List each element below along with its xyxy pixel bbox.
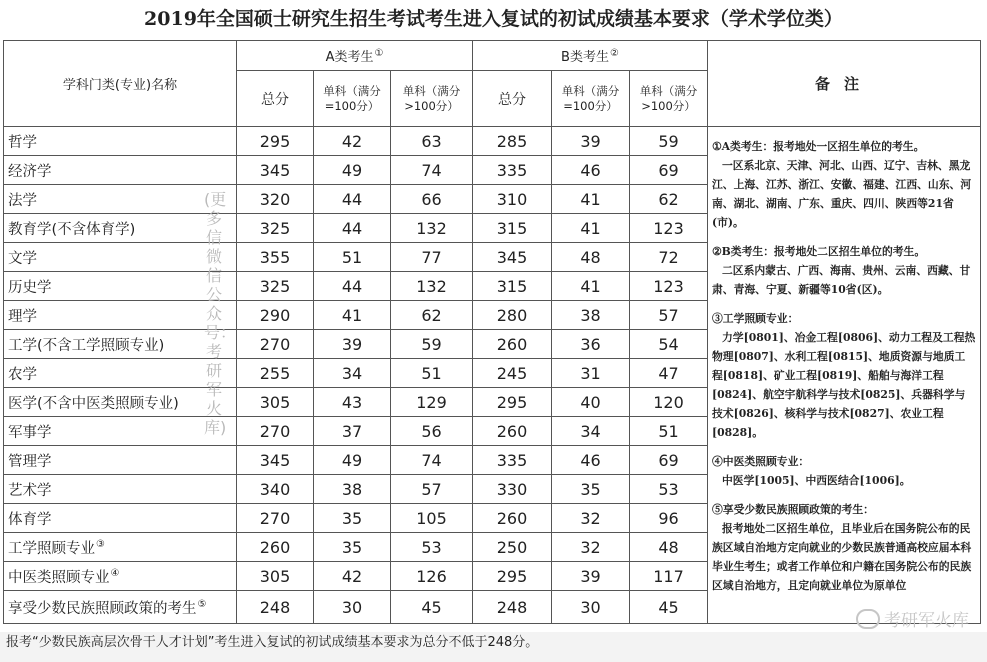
score-cell: 117 [630, 562, 708, 591]
score-cell: 62 [630, 185, 708, 214]
score-cell: 248 [473, 591, 552, 624]
subject-cell: 农学 [4, 359, 237, 388]
score-cell: 51 [630, 417, 708, 446]
score-cell: 51 [314, 243, 391, 272]
a-total-header: 总分 [237, 71, 314, 127]
score-cell: 74 [391, 446, 473, 475]
score-cell: 53 [630, 475, 708, 504]
score-cell: 315 [473, 214, 552, 243]
score-cell: 325 [237, 214, 314, 243]
score-cell: 32 [552, 504, 630, 533]
score-cell: 310 [473, 185, 552, 214]
score-cell: 260 [237, 533, 314, 562]
score-cell: 66 [391, 185, 473, 214]
score-cell: 30 [552, 591, 630, 624]
score-cell: 126 [391, 562, 473, 591]
notes-cell [708, 127, 981, 624]
score-cell: 56 [391, 417, 473, 446]
score-cell: 132 [391, 214, 473, 243]
score-cell: 123 [630, 214, 708, 243]
score-cell: 74 [391, 156, 473, 185]
subject-cell: 文学 [4, 243, 237, 272]
score-cell: 38 [552, 301, 630, 330]
score-cell: 72 [630, 243, 708, 272]
score-cell: 315 [473, 272, 552, 301]
score-cell: 250 [473, 533, 552, 562]
score-cell: 48 [552, 243, 630, 272]
score-cell: 295 [473, 562, 552, 591]
subject-column-header: 学科门类(专业)名称 [4, 41, 237, 127]
subject-cell: 理学 [4, 301, 237, 330]
score-cell: 43 [314, 388, 391, 417]
score-cell: 38 [314, 475, 391, 504]
score-cell: 47 [630, 359, 708, 388]
b-single-100-header: 单科（满分=100分） [552, 71, 630, 127]
score-cell: 355 [237, 243, 314, 272]
note-heading: ④中医类照顾专业： [712, 455, 810, 468]
score-cell: 34 [552, 417, 630, 446]
score-cell: 123 [630, 272, 708, 301]
score-cell: 30 [314, 591, 391, 624]
subject-cell: 管理学 [4, 446, 237, 475]
a-single-100-header: 单科（满分=100分） [314, 71, 391, 127]
score-cell: 34 [314, 359, 391, 388]
notes-column-header: 备注 [708, 41, 981, 127]
score-cell: 51 [391, 359, 473, 388]
score-cell: 270 [237, 417, 314, 446]
score-cell: 40 [552, 388, 630, 417]
subject-cell: 经济学 [4, 156, 237, 185]
score-cell: 295 [237, 127, 314, 156]
score-cell: 105 [391, 504, 473, 533]
subject-cell: 历史学 [4, 272, 237, 301]
note-body: 二区系内蒙古、广西、海南、贵州、云南、西藏、甘肃、青海、宁夏、新疆等10省(区)。 [712, 264, 971, 296]
score-cell: 320 [237, 185, 314, 214]
score-cell: 63 [391, 127, 473, 156]
note-heading: ①A类考生：报考地处一区招生单位的考生。 [712, 140, 925, 153]
footer-note: 报考“少数民族高层次骨干人才计划”考生进入复试的初试成绩基本要求为总分不低于248分。 [0, 632, 987, 662]
score-cell: 39 [552, 127, 630, 156]
score-cell: 345 [237, 446, 314, 475]
score-cell: 44 [314, 214, 391, 243]
subject-cell: 中医类照顾专业④ [4, 562, 237, 591]
score-cell: 345 [473, 243, 552, 272]
score-cell: 69 [630, 446, 708, 475]
score-cell: 35 [314, 504, 391, 533]
score-cell: 345 [237, 156, 314, 185]
note-body: 中医学[1005]、中西医结合[1006]。 [722, 474, 911, 487]
score-cell: 295 [473, 388, 552, 417]
score-cell: 36 [552, 330, 630, 359]
score-cell: 35 [552, 475, 630, 504]
score-cell: 62 [391, 301, 473, 330]
score-cell: 53 [391, 533, 473, 562]
score-cell: 41 [552, 272, 630, 301]
note-body: 力学[0801]、冶金工程[0806]、动力工程及工程热物理[0807]、水利工程[0815]、地质资源与地质工程[0818]、矿业工程[0819]、船舶与海洋工程[0824]、航空宇航科学与技术[0825]、兵器科学与技术[0826]、核科学与技术[0827]、农业工程[0828]。 [712, 331, 976, 439]
subject-cell: 体育学 [4, 504, 237, 533]
group-b-header: B类考生② [473, 41, 708, 71]
score-cell: 69 [630, 156, 708, 185]
score-cell: 49 [314, 156, 391, 185]
score-cell: 290 [237, 301, 314, 330]
score-cell: 42 [314, 562, 391, 591]
score-cell: 340 [237, 475, 314, 504]
score-cell: 77 [391, 243, 473, 272]
note-heading: ②B类考生：报考地处二区招生单位的考生。 [712, 245, 926, 258]
score-cell: 330 [473, 475, 552, 504]
score-cell: 270 [237, 330, 314, 359]
score-cell: 41 [552, 185, 630, 214]
subject-cell: 医学(不含中医类照顾专业) [4, 388, 237, 417]
score-cell: 335 [473, 446, 552, 475]
score-cell: 57 [391, 475, 473, 504]
score-cell: 48 [630, 533, 708, 562]
score-cell: 245 [473, 359, 552, 388]
score-cell: 285 [473, 127, 552, 156]
score-cell: 46 [552, 156, 630, 185]
score-cell: 132 [391, 272, 473, 301]
score-cell: 41 [314, 301, 391, 330]
subject-cell: 工学(不含工学照顾专业) [4, 330, 237, 359]
note-heading: ⑤享受少数民族照顾政策的考生： [712, 503, 874, 516]
score-cell: 35 [314, 533, 391, 562]
score-cell: 59 [391, 330, 473, 359]
score-table [3, 40, 981, 624]
score-cell: 54 [630, 330, 708, 359]
score-cell: 42 [314, 127, 391, 156]
note-heading: ③工学照顾专业： [712, 312, 799, 325]
logo-watermark: 考研军火库 [856, 606, 969, 631]
score-cell: 39 [314, 330, 391, 359]
score-cell: 96 [630, 504, 708, 533]
score-cell: 260 [473, 330, 552, 359]
subject-cell: 教育学(不含体育学) [4, 214, 237, 243]
score-cell: 45 [391, 591, 473, 624]
table-row [4, 127, 981, 156]
a-single-gt100-header: 单科（满分>100分） [391, 71, 473, 127]
subject-cell: 工学照顾专业③ [4, 533, 237, 562]
score-cell: 260 [473, 504, 552, 533]
score-cell: 120 [630, 388, 708, 417]
score-cell: 57 [630, 301, 708, 330]
subject-cell: 艺术学 [4, 475, 237, 504]
note-body: 一区系北京、天津、河北、山西、辽宁、吉林、黑龙江、上海、江苏、浙江、安徽、福建、江西、山东、河南、湖北、湖南、广东、重庆、四川、陕西等21省(市)。 [712, 159, 972, 229]
score-cell: 255 [237, 359, 314, 388]
score-cell: 44 [314, 272, 391, 301]
score-cell: 44 [314, 185, 391, 214]
score-cell: 49 [314, 446, 391, 475]
score-cell: 31 [552, 359, 630, 388]
score-cell: 59 [630, 127, 708, 156]
b-total-header: 总分 [473, 71, 552, 127]
score-cell: 270 [237, 504, 314, 533]
subject-cell: 法学 [4, 185, 237, 214]
score-cell: 41 [552, 214, 630, 243]
score-cell: 37 [314, 417, 391, 446]
subject-cell: 享受少数民族照顾政策的考生⑤ [4, 591, 237, 624]
chat-bubble-icon [856, 609, 880, 629]
b-single-gt100-header: 单科（满分>100分） [630, 71, 708, 127]
vertical-watermark: (更多信微信公众号：考研军火库) [204, 190, 237, 437]
score-cell: 32 [552, 533, 630, 562]
score-cell: 46 [552, 446, 630, 475]
subject-cell: 军事学 [4, 417, 237, 446]
score-cell: 335 [473, 156, 552, 185]
score-cell: 305 [237, 562, 314, 591]
score-cell: 248 [237, 591, 314, 624]
score-cell: 280 [473, 301, 552, 330]
subject-cell: 哲学 [4, 127, 237, 156]
score-cell: 305 [237, 388, 314, 417]
score-cell: 39 [552, 562, 630, 591]
note-body: 报考地处二区招生单位，且毕业后在国务院公布的民族区域自治地方定向就业的少数民族普通高校应届本科毕业生考生；或者工作单位和户籍在国务院公布的民族区域自治地方，且定向就业单位为原单位 [712, 522, 972, 592]
score-cell: 325 [237, 272, 314, 301]
group-a-header: A类考生① [237, 41, 473, 71]
page-title: 2019年全国硕士研究生招生考试考生进入复试的初试成绩基本要求（学术学位类） [144, 8, 843, 30]
score-cell: 129 [391, 388, 473, 417]
score-cell: 260 [473, 417, 552, 446]
score-cell: 45 [630, 591, 708, 624]
